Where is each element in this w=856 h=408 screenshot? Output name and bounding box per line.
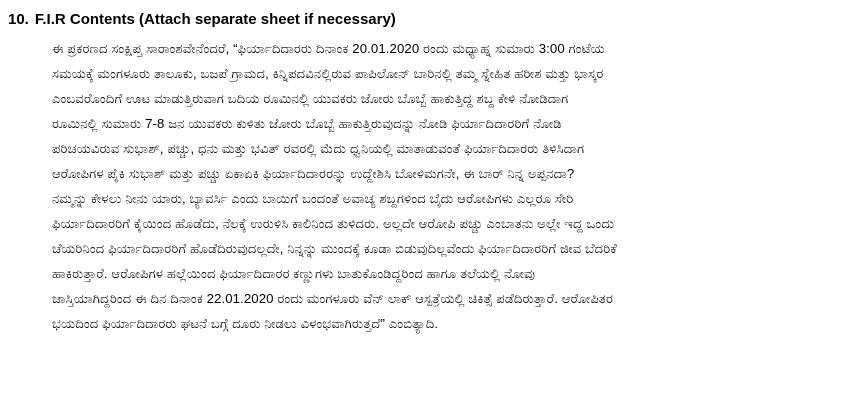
text-line: ಭಯದಿಂದ ಫಿರ್ಯಾದಿದಾರರು ಘಟನೆ ಬಗ್ಗೆ ದೂರು ನೀಡಲು ವಿಳಂಭವಾಗಿರುತ್ತದೆ” ಎಂಬಿತ್ಯಾದಿ. (52, 316, 439, 331)
section-number: 10. (8, 11, 29, 28)
text-line: ರೂಮಿನಲ್ಲಿ ಸುಮಾರು 7-8 ಜನ ಯುವಕರು ಕುಳಿತು ಜೋರು ಬೊಬ್ಬೆ ಹಾಕುತ್ತಿರುವುದನ್ನು ನೋಡಿ ಫಿರ್ಯಾದಿದಾರರಿಗೆ ನೋಡಿ (52, 116, 562, 131)
text-line: ಪರಿಚಯವಿರುವ ಸುಭಾಶ್, ಪಚ್ಚು, ಧನು ಮತ್ತು ಭವಿತ್ ರವರಲ್ಲಿ ಮೆದು ಧ್ವನಿಯಲ್ಲಿ ಮಾತಾಡುವಂತೆ ಫಿರ್ಯಾದಿದಾರರು ತಿಳಿಸಿದಾಗ (52, 141, 585, 156)
text-line: ಆರೋಪಿಗಳ ಪೈಕಿ ಸುಭಾಶ್ ಮತ್ತು ಪಚ್ಚು ಏಕಾಏಕಿ ಫಿರ್ಯಾದಿದಾರರನ್ನು ಉದ್ದೇಶಿಸಿ ಬೋಳಿಮಗನೇ, ಈ ಬಾರ್ ನಿನ್ನ ಅಪ್ಪನದಾ? (52, 166, 575, 181)
text-line: ಈ ಪ್ರಕರಣದ ಸಂಕ್ಷಿಪ್ತ ಸಾರಾಂಶವೇನೆಂದರೆ, “ಫಿರ್ಯಾದಿದಾರರು ದಿನಾಂಕ 20.01.2020 ರಂದು ಮಧ್ಯಾಹ್ನ ಸುಮಾರು 3:00 ಗಂಟೆಯ (52, 41, 605, 56)
text-line: ಎಂಬವರೊಂದಿಗೆ ಊಟ ಮಾಡುತ್ತಿರುವಾಗ ಬದಿಯ ರೂಮಿನಲ್ಲಿ ಯುವಕರು ಜೋರು ಬೊಬ್ಬೆ ಹಾಕುತ್ತಿದ್ದ ಶಬ್ದ ಕೇಳಿ ನೋಡಿದಾಗ (52, 91, 569, 106)
section-title: F.I.R Contents (Attach separate sheet if necessary) (34, 11, 396, 28)
section-heading (8, 11, 396, 28)
text-line: ಹಾಕಿರುತ್ತಾರೆ. ಆರೋಪಿಗಳ ಹಲ್ಲೆಯಿಂದ ಫಿರ್ಯಾದಿದಾರರ ಕಣ್ಣುಗಳು ಬಾತುಕೊಂಡಿದ್ದರಿಂದ ಹಾಗೂ ತಲೆಯಲ್ಲಿ ನೋವು (52, 266, 535, 281)
text-line: ಫಿರ್ಯಾದಿದಾರರಿಗೆ ಕೈಯಿಂದ ಹೊಡೆದು, ನೆಲಕ್ಕೆ ಉರುಳಿಸಿ ಕಾಲಿನಿಂದ ತುಳಿದರು. ಅಲ್ಲದೇ ಆರೋಪಿ ಪಚ್ಚು ಎಂಬಾತನು ಅಲ್ಲೇ ಇದ್ದ ಒಂದು (52, 216, 615, 231)
fir-contents-body (52, 36, 842, 336)
text-line: ನಮ್ಮನ್ನು ಕೇಳಲು ನೀನು ಯಾರು, ಬ್ಯಾವರ್ಸಿ ಎಂದು ಬಾಯಿಗೆ ಬಂದಂತೆ ಅವಾಚ್ಯ ಶಬ್ದಗಳಿಂದ ಬೈದು ಆರೋಪಿಗಳು ಎಲ್ಲರೂ ಸೇರಿ (52, 191, 574, 206)
text-line: ಜಾಸ್ತಿಯಾಗಿದ್ದರಿಂದ ಈ ದಿನ ದಿನಾಂಕ 22.01.2020 ರಂದು ಮಂಗಳೂರು ವೆನ್ ಲಾಕ್ ಆಸ್ಪತ್ರೆಯಲ್ಲಿ ಚಿಕಿತ್ಸೆ ಪಡೆದಿರುತ್ತಾರೆ. ಆರೋಪಿತರ (52, 291, 614, 306)
text-line: ಚೆಯರಿನಿಂದ ಫಿರ್ಯಾದಿದಾರರಿಗೆ ಹೊಡೆದಿರುವುದಲ್ಲದೇ, ನಿನ್ನನ್ನು ಮುಂದಕ್ಕೆ ಕೂಡಾ ಬಿಡುವುದಿಲ್ಲವೆಂದು ಫಿರ್ಯಾದಿದಾರರಿಗೆ ಜೀವ ಬೆದರಿಕೆ (52, 241, 617, 256)
text-line: ಸಮಯಕ್ಕೆ ಮಂಗಳೂರು ತಾಲೂಕು, ಬಜಪೆ ಗ್ರಾಮದ, ಕಿನ್ನಿಪದವಿನಲ್ಲಿರುವ ಪಾಪಿಲೋನ್ ಬಾರಿನಲ್ಲಿ ತಮ್ಮ ಸ್ನೇಹಿತ ಹರೀಶ ಮತ್ತು ಭಾಸ್ಕರ (52, 66, 604, 81)
